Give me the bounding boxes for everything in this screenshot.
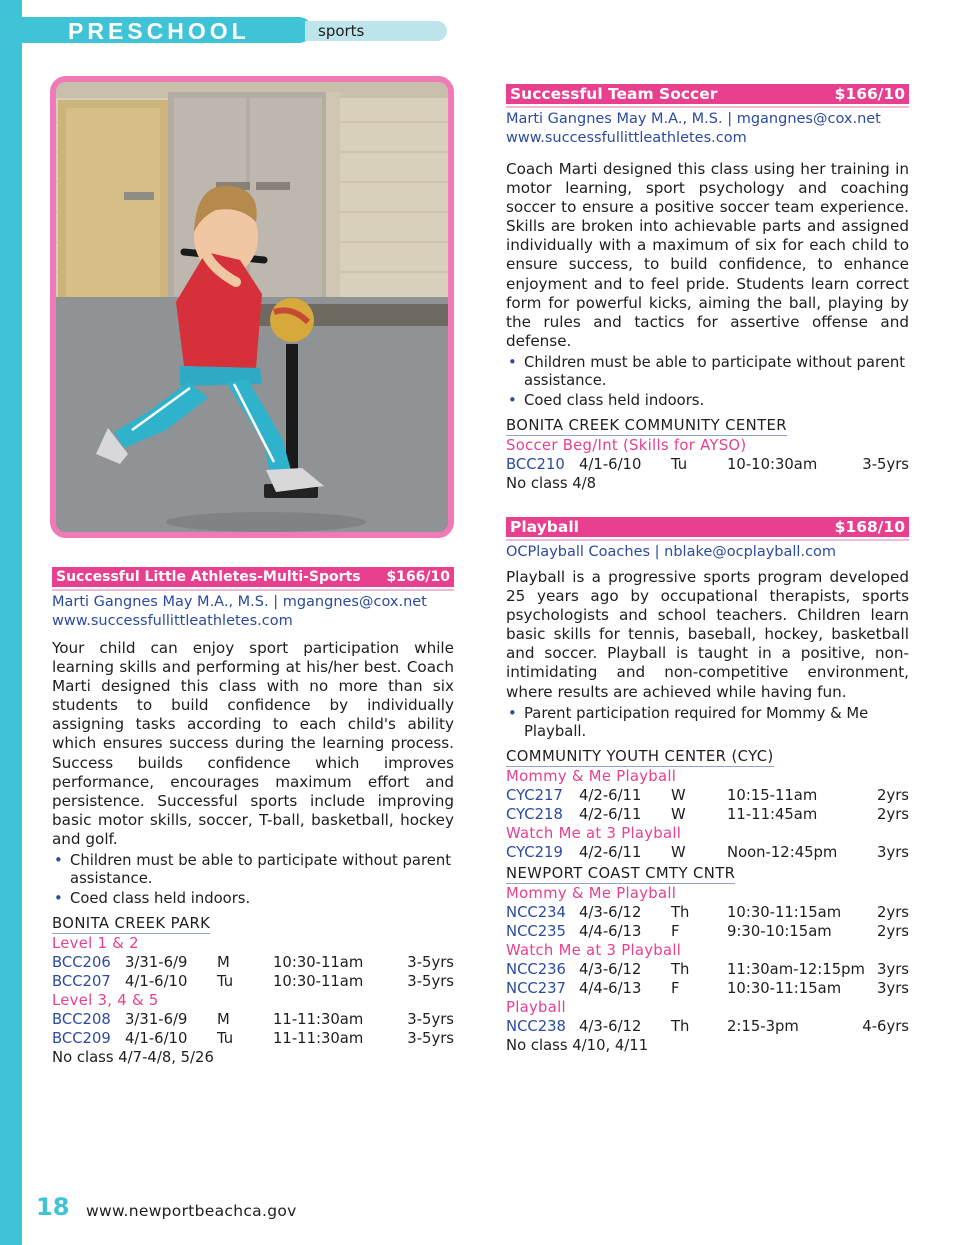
course-day: Th: [671, 960, 690, 978]
level-label: Playball: [506, 998, 566, 1016]
course-header: [506, 517, 909, 539]
course-dates: 4/3-6/12: [579, 960, 642, 978]
level-label: Level 1 & 2: [52, 935, 139, 953]
course-day: Tu: [217, 1030, 234, 1048]
course-code: BCC208: [52, 1011, 111, 1029]
course-description: Coach Marti designed this class using her training in motor learning, sport psychology and coaching soccer to ensure a positive soccer team experience. Skills are broken into achievable parts and assigned individually with a maximum of six for each child to ensure success, to build confidence, to enhance enjoyment and to feel pride. Students learn correct form for powerful kicks, aiming the ball, playing by the rules and tactics for assertive offense and defense.: [506, 160, 909, 350]
course-dates: 4/1-6/10: [125, 1030, 188, 1048]
location-heading: COMMUNITY YOUTH CENTER (CYC): [506, 747, 774, 765]
course-header: [506, 84, 909, 106]
course-description: Your child can enjoy sport participation while learning skills and performing at his/her best. Coach Marti designed this class with no more than six students to build confidence by individually assigning tasks according to each child's ability which ensures success during the learning process. Success builds confidence which improves performance, encourages maximum effort and persistence. Successful sports include improving basic motor skills, soccer, T-ball, basketball, hockey and golf.: [52, 639, 454, 848]
course-dates: 4/1-6/10: [125, 973, 188, 991]
course-time: Noon-12:45pm: [727, 843, 838, 861]
course-age: 3-5yrs: [407, 1030, 454, 1048]
course-day: Th: [671, 1017, 690, 1035]
course-code: BCC209: [52, 1030, 111, 1048]
schedule-row: [506, 843, 909, 862]
course-dates: 4/2-6/11: [579, 805, 642, 823]
course-dates: 4/3-6/12: [579, 1017, 642, 1035]
schedule-row: [506, 922, 909, 941]
instructor-contact: Marti Gangnes May M.A., M.S. | mgangnes@cox.net: [52, 594, 427, 610]
instructor-contact: OCPlayball Coaches | nblake@ocplayball.com: [506, 543, 837, 560]
course-code: NCC236: [506, 960, 566, 978]
category-tab-label: sports: [318, 22, 365, 40]
course-day: M: [217, 954, 230, 972]
course-header: [52, 567, 454, 589]
schedule-row: [52, 1029, 454, 1048]
course-day: W: [671, 805, 686, 823]
course-code: NCC238: [506, 1017, 566, 1035]
course-age: 3yrs: [877, 843, 909, 861]
schedule-row: [506, 979, 909, 998]
page-number: 18: [36, 1193, 70, 1221]
course-age: 3-5yrs: [407, 954, 454, 972]
course-requirements: [506, 354, 909, 410]
course-day: W: [671, 843, 686, 861]
level-label: Watch Me at 3 Playball: [506, 824, 682, 842]
course-time: 10-10:30am: [727, 455, 818, 473]
requirement-item: • Parent participation required for Mommy & Me Playball.: [506, 705, 909, 741]
course-price: $166/10: [834, 85, 905, 103]
course-code: NCC234: [506, 903, 566, 921]
course-price: $168/10: [834, 517, 905, 536]
level-label: Mommy & Me Playball: [506, 884, 677, 902]
course-dates: 4/3-6/12: [579, 903, 642, 921]
course-code: BCC210: [506, 455, 565, 473]
course-code: CYC218: [506, 805, 563, 823]
course-multi-sports: [52, 567, 454, 1067]
course-age: 3-5yrs: [862, 455, 909, 473]
course-requirements: [506, 705, 909, 741]
photo-child-batting: [50, 76, 454, 538]
course-time: 10:30-11:15am: [727, 903, 842, 921]
course-time: 9:30-10:15am: [727, 922, 832, 940]
schedule-row: [506, 805, 909, 824]
section-title: PRESCHOOL: [68, 18, 250, 44]
course-age: 2yrs: [877, 805, 909, 823]
level-label: Watch Me at 3 Playball: [506, 941, 682, 959]
schedule-row: [52, 953, 454, 972]
course-day: M: [217, 1011, 230, 1029]
no-class-note: No class 4/7-4/8, 5/26: [52, 1049, 214, 1067]
schedule-row: [506, 786, 909, 805]
course-title: Playball: [510, 517, 579, 536]
no-class-note: No class 4/8: [506, 474, 597, 492]
course-time: 10:30-11am: [273, 954, 364, 972]
course-dates: 4/4-6/13: [579, 922, 642, 940]
footer-website: www.newportbeachca.gov: [86, 1202, 297, 1220]
course-code: NCC237: [506, 979, 566, 997]
course-title: Successful Little Athletes-Multi-Sports: [56, 569, 361, 585]
course-time: 10:30-11:15am: [727, 979, 842, 997]
course-day: W: [671, 786, 686, 804]
course-age: 2yrs: [877, 922, 909, 940]
course-price: $166/10: [386, 569, 450, 585]
course-code: BCC206: [52, 954, 111, 972]
photo-illustration: [56, 82, 448, 532]
course-dates: 3/31-6/9: [125, 1011, 188, 1029]
course-team-soccer: [506, 84, 909, 493]
category-tab: [305, 21, 447, 41]
requirement-item: • Coed class held indoors.: [506, 392, 909, 410]
course-age: 3yrs: [877, 960, 909, 978]
course-age: 2yrs: [877, 786, 909, 804]
no-class-note: No class 4/10, 4/11: [506, 1036, 649, 1054]
course-age: 4-6yrs: [862, 1017, 909, 1035]
location-heading: NEWPORT COAST CMTY CNTR: [506, 864, 736, 882]
course-day: Tu: [671, 455, 688, 473]
course-time: 11-11:30am: [273, 1011, 364, 1029]
course-day: Tu: [217, 973, 234, 991]
course-age: 3-5yrs: [407, 973, 454, 991]
course-time: 11:30am-12:15pm: [727, 960, 865, 978]
course-title: Successful Team Soccer: [510, 85, 718, 103]
right-column: [506, 84, 909, 1055]
course-requirements: [52, 852, 454, 908]
course-age: 3-5yrs: [407, 1011, 454, 1029]
course-code: NCC235: [506, 922, 566, 940]
location-heading: BONITA CREEK COMMUNITY CENTER: [506, 416, 787, 434]
course-dates: 4/2-6/11: [579, 786, 642, 804]
schedule-row: [52, 1010, 454, 1029]
course-time: 10:15-11am: [727, 786, 818, 804]
course-playball: [506, 517, 909, 1055]
course-dates: 3/31-6/9: [125, 954, 188, 972]
level-label: Soccer Beg/Int (Skills for AYSO): [506, 436, 747, 454]
course-website: www.successfullittleathletes.com: [52, 613, 293, 629]
requirement-item: • Children must be able to participate without parent assistance.: [52, 852, 454, 888]
course-dates: 4/2-6/11: [579, 843, 642, 861]
schedule-row: [52, 972, 454, 991]
course-time: 11-11:30am: [273, 1030, 364, 1048]
course-code: CYC219: [506, 843, 563, 861]
course-time: 11-11:45am: [727, 805, 818, 823]
schedule-row: [506, 455, 909, 474]
course-dates: 4/4-6/13: [579, 979, 642, 997]
schedule-row: [506, 903, 909, 922]
course-day: Th: [671, 903, 690, 921]
course-age: 3yrs: [877, 979, 909, 997]
level-label: Mommy & Me Playball: [506, 767, 677, 785]
level-label: Level 3, 4 & 5: [52, 992, 159, 1010]
schedule-row: [506, 1017, 909, 1036]
course-day: F: [671, 922, 680, 940]
requirement-item: • Children must be able to participate without parent assistance.: [506, 354, 909, 390]
sidebar-stripe: [0, 0, 22, 1245]
schedule-row: [506, 960, 909, 979]
course-dates: 4/1-6/10: [579, 455, 642, 473]
course-time: 10:30-11am: [273, 973, 364, 991]
course-code: CYC217: [506, 786, 563, 804]
course-age: 2yrs: [877, 903, 909, 921]
course-description: Playball is a progressive sports program developed 25 years ago by occupational therapists, sports psychologists and school teachers. Children learn basic skills for tennis, baseball, hockey, basketball and soccer. Playball is taught in a positive, non-intimidating and non-competitive environment, where results are achieved while having fun.: [506, 567, 909, 701]
location-heading: BONITA CREEK PARK: [52, 915, 211, 933]
course-code: BCC207: [52, 973, 111, 991]
course-website: www.successfullittleathletes.com: [506, 130, 747, 146]
course-time: 2:15-3pm: [727, 1017, 799, 1035]
instructor-contact: Marti Gangnes May M.A., M.S. | mgangnes@cox.net: [506, 111, 881, 127]
course-day: F: [671, 979, 680, 997]
requirement-item: • Coed class held indoors.: [52, 890, 454, 908]
